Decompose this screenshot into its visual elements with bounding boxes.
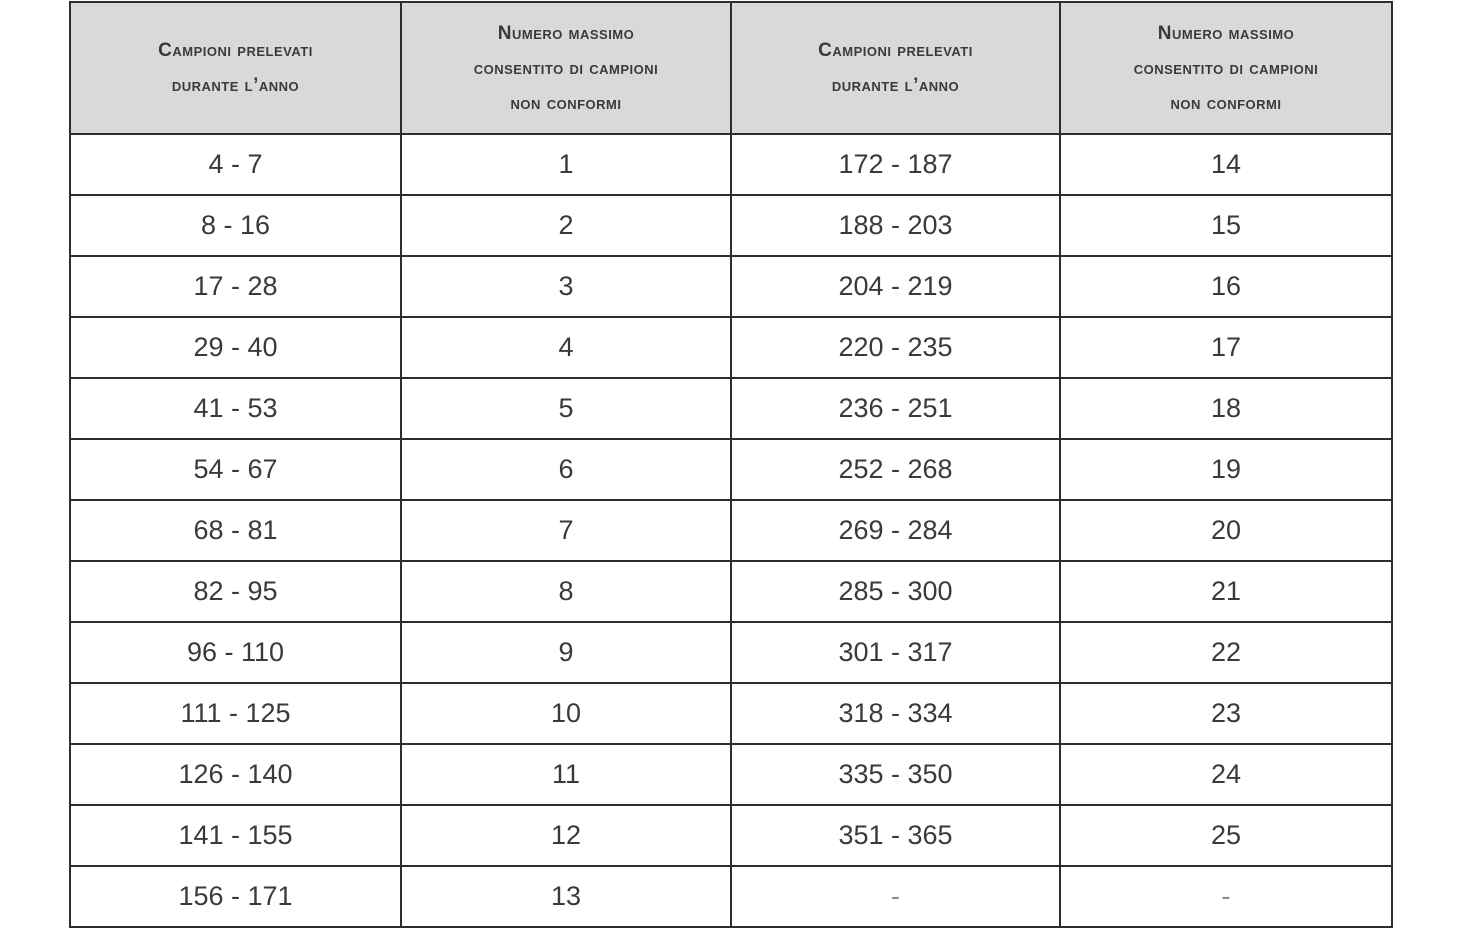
header-line: non conformi [510,92,622,114]
cell-samples-range: 96 - 110 [70,622,401,683]
table-row [70,500,1392,561]
header-line: Numero massimo [497,22,635,44]
cell-max-nonconforming: 25 [1060,805,1392,866]
cell-max-nonconforming: 3 [401,256,731,317]
cell-samples-range: 172 - 187 [731,134,1060,195]
cell-samples-range: 29 - 40 [70,317,401,378]
table-row [70,439,1392,500]
table-row [70,378,1392,439]
cell-max-nonconforming: 9 [401,622,731,683]
cell-samples-range: 252 - 268 [731,439,1060,500]
cell-max-nonconforming: 13 [401,866,731,927]
header-line: durante l’anno [171,75,300,96]
table-row [70,256,1392,317]
sampling-table-container [69,1,1391,928]
cell-max-nonconforming: 24 [1060,744,1392,805]
cell-samples-range: 301 - 317 [731,622,1060,683]
table-row [70,805,1392,866]
header-samples-collected-1 [70,2,401,134]
header-line: durante l’anno [831,75,960,96]
header-line: Numero massimo [1157,22,1295,44]
cell-max-nonconforming: 19 [1060,439,1392,500]
cell-samples-range: 351 - 365 [731,805,1060,866]
header-max-nonconforming-2 [1060,2,1392,134]
cell-max-nonconforming: 14 [1060,134,1392,195]
header-line: consentito di campioni [1133,57,1319,79]
cell-samples-range: 156 - 171 [70,866,401,927]
cell-max-nonconforming: 8 [401,561,731,622]
cell-samples-range: 269 - 284 [731,500,1060,561]
cell-max-nonconforming: 22 [1060,622,1392,683]
cell-samples-range: 236 - 251 [731,378,1060,439]
cell-max-nonconforming: 11 [401,744,731,805]
cell-max-nonconforming: - [1060,866,1392,927]
cell-max-nonconforming: 18 [1060,378,1392,439]
header-line: non conformi [1170,92,1282,114]
cell-samples-range: 54 - 67 [70,439,401,500]
cell-samples-range: - [731,866,1060,927]
table-row [70,317,1392,378]
header-max-nonconforming-1 [401,2,731,134]
cell-samples-range: 285 - 300 [731,561,1060,622]
cell-max-nonconforming: 1 [401,134,731,195]
table-body [70,134,1392,927]
cell-max-nonconforming: 16 [1060,256,1392,317]
cell-samples-range: 188 - 203 [731,195,1060,256]
sampling-table [69,1,1393,928]
cell-samples-range: 111 - 125 [70,683,401,744]
table-row [70,195,1392,256]
cell-max-nonconforming: 21 [1060,561,1392,622]
cell-max-nonconforming: 5 [401,378,731,439]
cell-samples-range: 82 - 95 [70,561,401,622]
cell-samples-range: 126 - 140 [70,744,401,805]
table-header-row [70,2,1392,134]
cell-max-nonconforming: 4 [401,317,731,378]
cell-max-nonconforming: 12 [401,805,731,866]
cell-samples-range: 204 - 219 [731,256,1060,317]
cell-samples-range: 335 - 350 [731,744,1060,805]
table-row [70,622,1392,683]
cell-samples-range: 68 - 81 [70,500,401,561]
cell-samples-range: 318 - 334 [731,683,1060,744]
cell-samples-range: 17 - 28 [70,256,401,317]
cell-max-nonconforming: 20 [1060,500,1392,561]
table-row [70,866,1392,927]
cell-max-nonconforming: 10 [401,683,731,744]
header-samples-collected-2 [731,2,1060,134]
cell-samples-range: 4 - 7 [70,134,401,195]
cell-samples-range: 8 - 16 [70,195,401,256]
cell-max-nonconforming: 23 [1060,683,1392,744]
table-row [70,683,1392,744]
cell-max-nonconforming: 15 [1060,195,1392,256]
table-row [70,561,1392,622]
header-line: Campioni prelevati [158,40,313,61]
cell-max-nonconforming: 17 [1060,317,1392,378]
table-row [70,134,1392,195]
cell-max-nonconforming: 7 [401,500,731,561]
cell-max-nonconforming: 6 [401,439,731,500]
cell-samples-range: 41 - 53 [70,378,401,439]
table-row [70,744,1392,805]
header-line: Campioni prelevati [818,40,973,61]
cell-max-nonconforming: 2 [401,195,731,256]
cell-samples-range: 141 - 155 [70,805,401,866]
cell-samples-range: 220 - 235 [731,317,1060,378]
header-line: consentito di campioni [473,57,659,79]
